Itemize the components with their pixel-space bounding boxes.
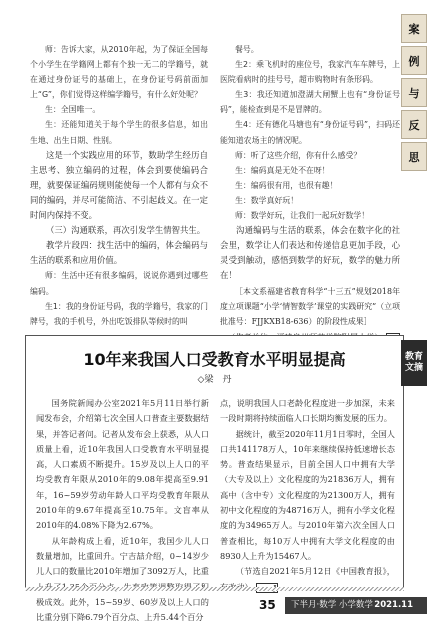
- news-paragraph: 点，说明我国人口老龄化程度进一步加深，未来一段时期将持续面临人口长期均衡发展的压力。: [220, 398, 395, 424]
- news-author: ◇梁 丹: [197, 375, 232, 385]
- page-number: 35: [259, 598, 276, 612]
- paragraph: 生：数学真好玩！: [235, 195, 299, 205]
- paragraph: 生3：我还知道加澄湖大闸蟹上也有“身份证号码”，能检查到是不是冒牌的。: [220, 90, 400, 115]
- paragraph: 生：全国唯一。: [45, 105, 101, 115]
- page: [8, 0, 398, 625]
- paragraph: 生：编码真是无处不在呀！: [235, 165, 330, 175]
- news-paragraph: 据统计，截至2020年11月1日零时，全国人口共141178万人，10年来继续保持低速增长态势。普查结果显示，目前全国人口中拥有大学（大专及以上）文化程度的为21836万人，拥有高中（含中专）文化程度的为21300万人，拥有初中文化程度的为48716万人，拥有小学文化程度的为34965万人。与2010年第六次全国人口普查相比，每10万人中拥有大学文化程度的由8930人上升为15467人。: [220, 428, 395, 561]
- paragraph: 师：听了这些介绍，你有什么感受？: [235, 150, 362, 160]
- paragraph: 师：告诉大家，从2010年起，为了保证全国每个小学生在学籍网上都有个独一无二的学籍号，就在通过身份证号的基础上，在身份证号码前面加上“G”，你们觉得这样编学籍号，有什么好处呢？: [30, 45, 208, 100]
- paragraph: 沟通编码与生活的联系，体会在数字化的社会里，数学让人们表达和传递信息更加手段，心灵受到触动，感悟到数学的好玩，数学的魅力所在！: [220, 225, 400, 281]
- issue-date: 2021.11: [374, 600, 413, 610]
- paragraph: 这是一个实践应用的环节，数助学生经历自主思考、独立编码的过程，体会到要使编码合理，就要保证编码规则能使每一个人都有与众不同的编码，并尽可能简洁、不引起歧义。在一定时间内保持不变。: [30, 149, 208, 221]
- side-tab: 例: [401, 46, 427, 75]
- news-title: 10年来我国人口受教育水平明显提高: [83, 350, 346, 369]
- hatch-divider: [25, 587, 404, 591]
- news-right-column: [220, 396, 395, 595]
- paragraph: 教学片段四：找生活中的编码，体会编码与生活的联系和应用价值。: [30, 240, 208, 266]
- footer-bar: [285, 597, 427, 614]
- paragraph: 师：数学好玩，让我们一起玩好数学！: [235, 211, 370, 221]
- paragraph: 生2：乘飞机时的座位号，我家汽车车牌号，上医院看病时的挂号号，超市购物时有条形码。: [220, 60, 400, 85]
- magazine-name: 下半月·数学 小学数学: [291, 600, 373, 610]
- paragraph: 生1：我的身份证号码，我的学籍号，我家的门牌号，我的手机号，外出吃饭排队等候时的叫: [30, 301, 208, 326]
- paragraph: 餐号。: [235, 45, 259, 54]
- paragraph: 生：还能知道关于每个学生的很多信息，如出生地、出生日期、性别。: [30, 120, 208, 145]
- paragraph: （三）沟通联系，再次引发学生情智共生。: [45, 225, 206, 236]
- paragraph: 师：生活中还有很多编码，说说你遇到过哪些编码。: [30, 271, 208, 296]
- funding-note: ［本文系福建省教育科学“十三五”规划2018年度立项课题“小学‘情智数学’课堂的实践研究”（立项批准号：FJJKXB18-636）的阶段性成果］: [220, 286, 400, 326]
- news-paragraph: 从年龄构成上看，近10年，我国少儿人口数量增加，比重回升。宁吉喆介绍，0~14岁少儿人口的数量比2010年增加了3092万人，比重 极成效。此外，15~59岁、60岁及以上人口的比重分别下降6.79个百分点、上升5.44个百分: [36, 535, 209, 623]
- paragraph: 生4：还有德化马塘也有“身份证号码”，扫码还能知道农场主的情况呢。: [220, 120, 400, 145]
- right-column: [220, 42, 400, 345]
- side-tab: 案: [401, 14, 427, 43]
- news-paragraph: 国务院新闻办公室2021年5月11日举行新闻发布会，介绍第七次全国人口普查主要数据结果，并答记者问。记者从发布会上获悉，从人口质量上看，近10年我国人口受教育水平明显提高，人口素质不断提升。15岁及以上人口的平均受教育年限从2010年的9.08年提高至9.91年，16~59岁劳动年龄人口平均受教育年限从2010年的9.67年提高至10.75年。文盲率从2010年的4.08%下降为2.67%。: [36, 398, 209, 531]
- side-tab: 思: [401, 142, 427, 171]
- side-tabs: [401, 14, 427, 174]
- page-footer: [0, 597, 427, 615]
- news-section-tab: 教育文摘: [401, 340, 427, 386]
- side-tab: 与: [401, 78, 427, 107]
- paragraph: 生：编码很有用，也很有趣！: [235, 180, 338, 190]
- news-source-text: （节选自2021年5月12日《中国教育报》，: [235, 566, 395, 577]
- left-column: [30, 42, 208, 329]
- side-tab: 反: [401, 110, 427, 139]
